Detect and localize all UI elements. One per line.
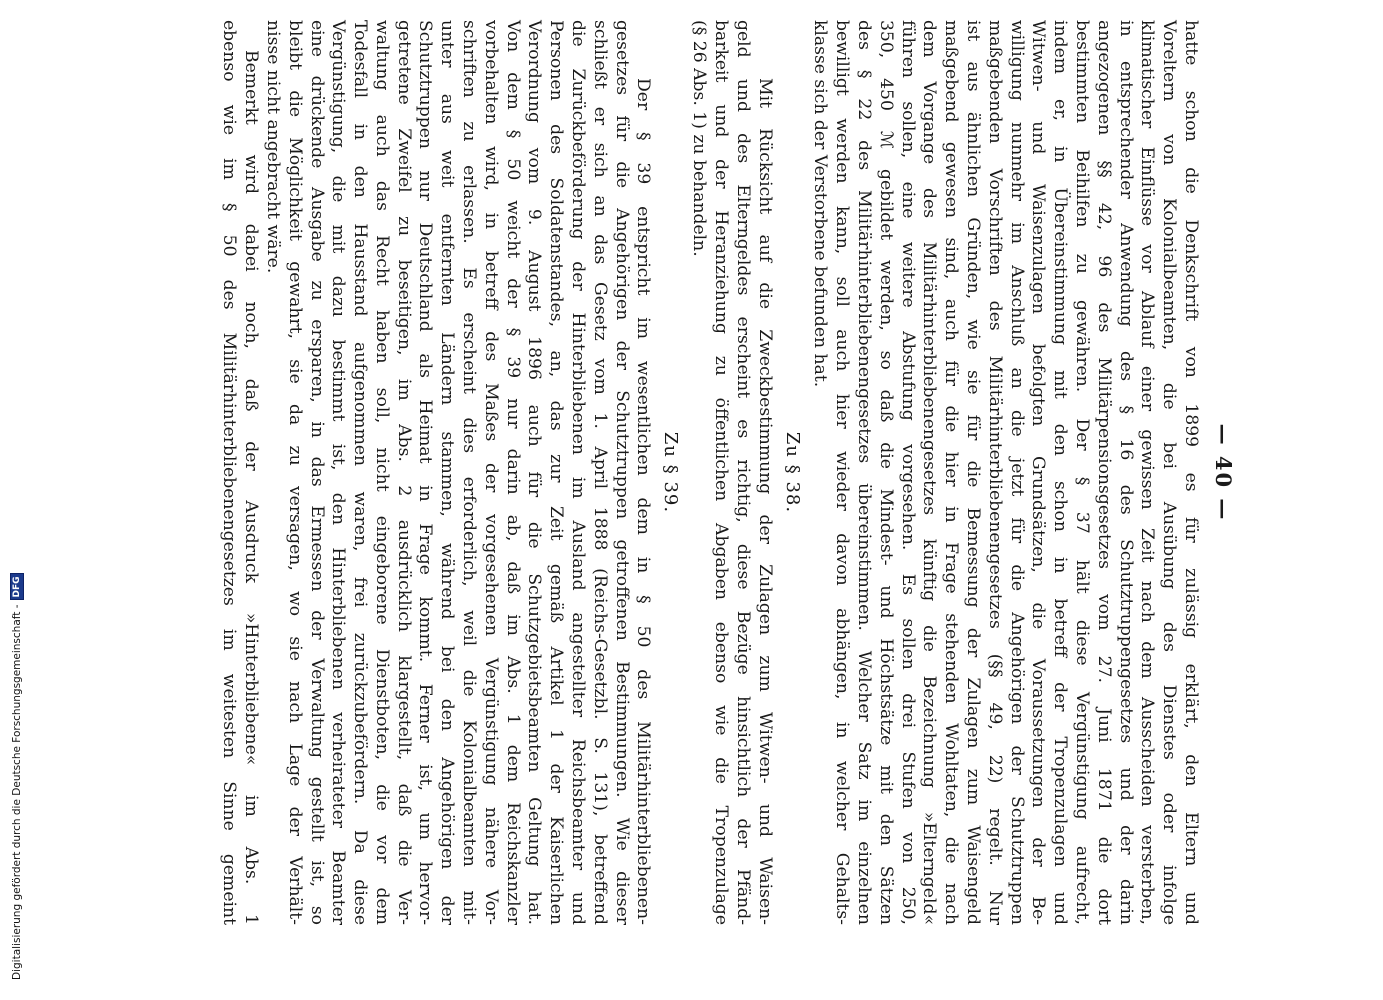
digitization-footer <box>0 0 40 1000</box>
text-line: maßgebend gewesen sind, auch für die hier in Frage stehenden Wohltaten, die nach <box>941 20 962 925</box>
text-line: klimatischer Einflüsse vor Ablauf einer gewissen Zeit nach dem Ausscheiden versterben, <box>1137 20 1158 925</box>
text-line: Todesfall in den Hausstand aufgenommen waren, frei zurückzubefördern. Da diese <box>350 20 371 925</box>
text-line: maßgebenden Vorschriften des Militärhinterbliebenengesetzes (§§ 49, 22) regelt. Nur <box>984 20 1005 925</box>
text-line: 350, 450 ℳ gebildet werden, so daß die Mindest- und Höchstsätze mit den Sätzen <box>875 20 896 925</box>
text-line: bewilligt werden kann, soll auch hier wieder davon abhängen, in welcher Gehalts- <box>832 20 853 925</box>
text-line: geld und des Elterngeldes erscheint es richtig, diese Bezüge hinsichtlich der Pfänd- <box>732 20 753 925</box>
footer-credit-text: Digitalisierung gefördert durch die Deutsche Forschungsgemeinschaft - <box>11 604 23 980</box>
text-line: Von dem § 50 weicht der § 39 nur darin ab, daß im Abs. 1 dem Reichskanzler <box>502 20 523 925</box>
text-line: Personen des Soldatenstandes, an, das zur Zeit gemäß Artikel 1 der Kaiserlichen <box>546 20 567 925</box>
text-line: hatte schon die Denkschrift von 1899 es für zulässig erklärt, den Eltern und <box>1181 20 1201 925</box>
text-line: angezogenen §§ 42, 96 des Militärpensionsgesetzes vom 27. Juni 1871 die dort <box>1093 20 1114 925</box>
text-line: schließt er sich an das Gesetz vom 1. April 1888 (Reichs-Gesetzbl. S. 131), betreffend <box>589 20 610 925</box>
dfg-logo-icon: DFG <box>10 573 24 600</box>
text-line: dem Vorgange des Militärhinterbliebenengesetzes künftig die Bezeichnung »Elterngeld« <box>919 20 940 925</box>
text-line: ist aus ähnlichen Gründen, wie sie für die Bemessung der Zulagen zum Waisengeld <box>963 20 984 925</box>
text-line: nisse nicht angebracht wäre. <box>262 20 283 274</box>
text-line: willigung nunmehr im Anschluß an die jetzt für die Angehörigen der Schutztruppen <box>1006 20 1027 925</box>
text-line: getretene Zweifel zu beseitigen, im Abs. 2 ausdrücklich klargestellt, daß die Ver- <box>393 20 414 925</box>
paragraph-4 <box>218 20 262 925</box>
text-line: bestimmten Beihilfen zu gewähren. Der § 37 hält diese Vergünstigung aufrecht, <box>1072 20 1093 925</box>
page-number: — 40 — <box>1211 423 1236 522</box>
heading-section-38: Zu § 38. <box>781 431 803 514</box>
text-line: Witwen- und Waisenzulagen befolgten Grundsätzen, die Voraussetzungen der Be- <box>1028 20 1049 925</box>
text-line: barkeit und der Heranziehung zu öffentlichen Abgaben ebenso wie die Tropenzulage <box>711 20 732 925</box>
paragraph-2 <box>687 20 774 925</box>
text-line: die Zurückbeförderung der Hinterbliebenen im Ausland angestellter Reichsbeamter und <box>568 20 589 925</box>
text-line: vorbehalten wird, in betreff des Maßes der vorgesehenen Vergünstigung nähere Vor- <box>480 20 501 925</box>
text-line: eine drückende Ausgabe zu ersparen, in das Ermessen der Verwaltung gestellt ist, so <box>306 20 327 925</box>
text-line: Voreltern von Kolonialbeamten, die bei Ausübung des Dienstes oder infolge <box>1159 20 1180 925</box>
text-line: schriften zu erlassen. Es erscheint dies erforderlich, weil die Kolonialbeamten mit- <box>459 20 480 925</box>
text-line: ebenso wie im § 50 des Militärhinterbliebenengesetzes im weitesten Sinne gemeint <box>219 20 240 925</box>
text-line: klasse sich der Verstorbene befunden hat. <box>810 20 831 388</box>
page-content <box>0 20 1383 925</box>
text-line: des § 22 des Militärhinterbliebenengesetzes übereinstimmen. Welcher Satz im einzelnen <box>854 20 875 925</box>
text-line: gesetzes für die Angehörigen der Schutztruppen getroffenen Bestimmungen. Wie dieser <box>611 20 632 925</box>
text-line: Bemerkt wird dabei noch, daß der Ausdruck »Hinterbliebene« im Abs. 1 <box>241 50 262 925</box>
text-line: Mit Rücksicht auf die Zweckbestimmung der Zulagen zum Witwen- und Waisen- <box>754 78 775 925</box>
text-line: waltung auch das Recht haben soll, nicht eingeborene Dienstboten, die vor dem <box>371 20 392 925</box>
text-line: bleibt die Möglichkeit gewahrt, sie da zu versagen, wo sie nach Lage der Verhält- <box>284 20 305 925</box>
text-line: Verordnung vom 9. August 1896 auch für die Schutzgebietsbeamten Geltung hat. <box>524 20 545 925</box>
text-line: in entsprechender Anwendung des § 16 des Schutztruppengesetzes und der darin <box>1115 20 1136 925</box>
text-line: unter aus weit entfernten Ländern stammen, während bei den Angehörigen der <box>437 20 458 925</box>
text-line: (§ 26 Abs. 1) zu behandeln. <box>689 20 710 257</box>
text-line: Schutztruppen nur Deutschland als Heimat in Frage kommt. Ferner ist, um hervor- <box>415 20 436 925</box>
text-line: Der § 39 entspricht im wesentlichen dem in § 50 des Militärhinterbliebenen- <box>633 78 654 925</box>
heading-section-39: Zu § 39. <box>660 431 682 514</box>
paragraph-3 <box>261 20 653 925</box>
paragraph-1 <box>809 20 1201 925</box>
text-line: indem er, in Übereinstimmung mit den schon in betreff der Tropenzulagen und <box>1050 20 1071 925</box>
text-line: führen sollen, eine weitere Abstufung vorgesehen. Es sollen drei Stufen von 250, <box>897 20 918 925</box>
text-line: Vergünstigung, die mit dazu bestimmt ist, den Hinterbliebenen verheirateter Beamter <box>328 20 349 925</box>
